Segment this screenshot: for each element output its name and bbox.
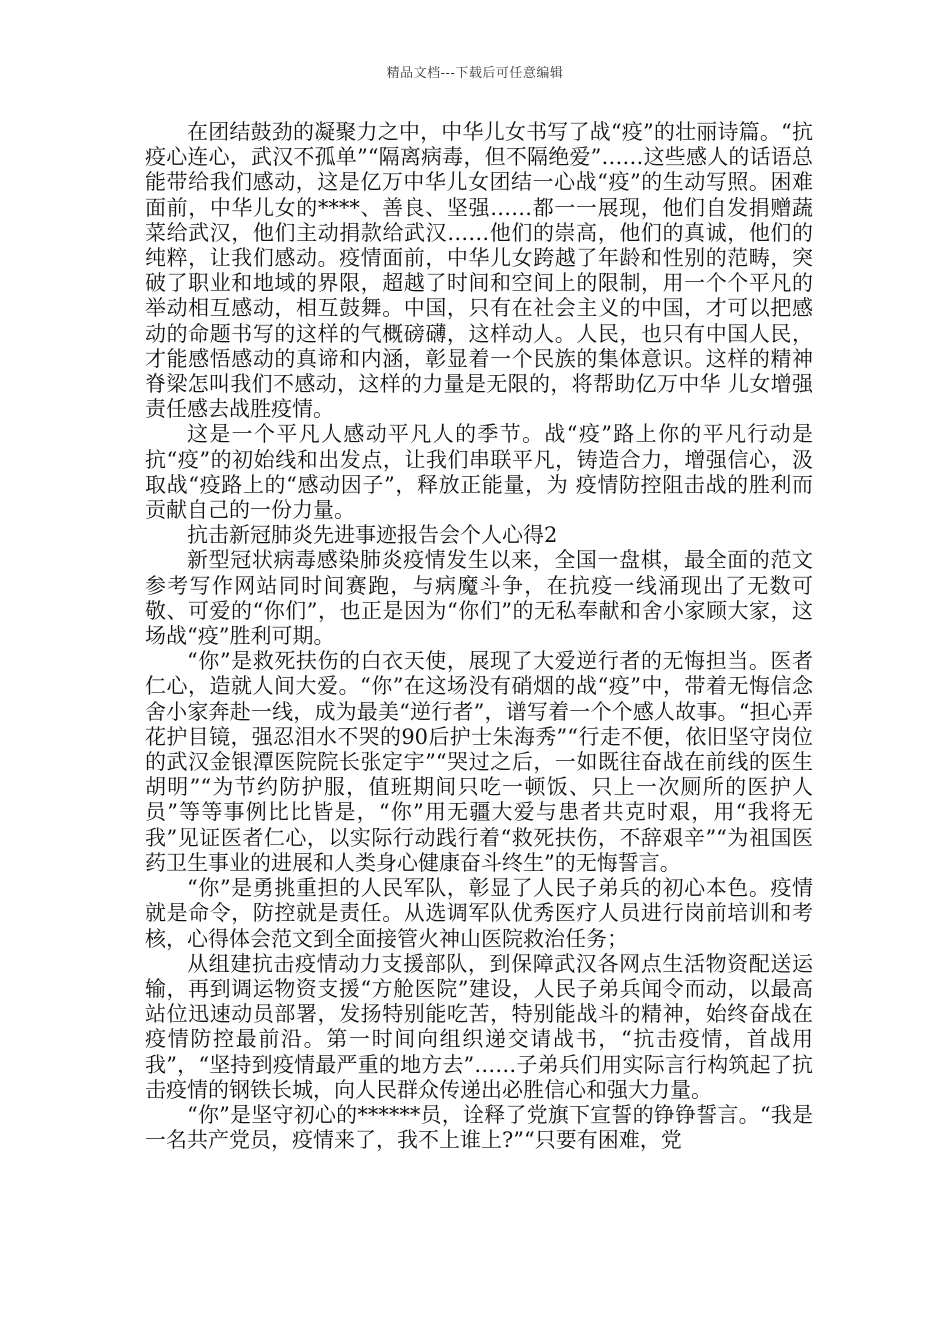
- paragraph-party-members: “你”是坚守初心的******员，诠释了党旗下宣誓的铮铮誓言。“我是一名共产党员，疫情来了，我不上谁上?”“只要有困难，党: [145, 1102, 813, 1153]
- paragraph-army-support: 从组建抗击疫情动力支援部队，到保障武汉各网点生活物资配送运输，再到调运物资支援“方舱医院”建设，人民子弟兵闻令而动，以最高站位迅速动员部署，发扬特别能吃苦，特别能战斗的精神，始终奋战在疫情防控最前沿。第一时间向组织递交请战书，“抗击疫情，首战用我”，“坚持到疫情最严重的地方去”……子弟兵们用实际言行构筑起了抗击疫情的钢铁长城，向人民群众传递出必胜信心和强大力量。: [145, 951, 813, 1102]
- paragraph-ordinary-people: 这是一个平凡人感动平凡人的季节。战“疫”路上你的平凡行动是抗“疫”的初始线和出发点，让我们串联平凡，铸造合力，增强信心，汲取战“疫路上的“感动因子”，释放正能量，为 疫情防控阻击战的胜利而贡献自己的一份力量。: [145, 422, 813, 523]
- document-body: [145, 120, 813, 1153]
- paragraph-unity: 在团结鼓劲的凝聚力之中，中华儿女书写了战“疫”的壮丽诗篇。“抗疫心连心，武汉不孤单”“隔离病毒，但不隔绝爱”……这些感人的话语总能带给我们感动，这是亿万中华儿女团结一心战“疫”的生动写照。困难面前，中华儿女的****、善良、坚强……都一一展现，他们自发捐赠蔬菜给武汉，他们主动捐款给武汉……他们的崇高，他们的真诚，他们的纯粹，让我们感动。疫情面前，中华儿女跨越了年龄和性别的范畴，突破了职业和地域的界限，超越了时间和空间上的限制，用一个个平凡的举动相互感动，相互鼓舞。中国，只有在社会主义的中国，才可以把感动的命题书写的这样的气概磅礴，这样动人。人民，也只有中国人民，才能感悟感动的真谛和内涵，彰显着一个民族的集体意识。这样的精神脊梁怎叫我们不感动，这样的力量是无限的，将帮助亿万中华 儿女增强责任感去战胜疫情。: [145, 120, 813, 422]
- paragraph-army: “你”是勇挑重担的人民军队，彰显了人民子弟兵的初心本色。疫情就是命令，防控就是责任。从选调军队优秀医疗人员进行岗前培训和考核，心得体会范文到全面接管火神山医院救治任务；: [145, 876, 813, 951]
- page-header: 精品文档---下载后可任意编辑: [386, 66, 564, 81]
- paragraph-intro-you: 新型冠状病毒感染肺炎疫情发生以来，全国一盘棋，最全面的范文参考写作网站同时间赛跑，与病魔斗争，在抗疫一线涌现出了无数可敬、可爱的“你们”，也正是因为“你们”的无私奉献和舍小家顾大家，这场战“疫”胜利可期。: [145, 548, 813, 649]
- paragraph-medical-staff: “你”是救死扶伤的白衣天使，展现了大爱逆行者的无悔担当。医者仁心，造就人间大爱。“你”在这场没有硝烟的战“疫”中，带着无悔信念舍小家奔赴一线，成为最美“逆行者”，谱写着一个个感人故事。“担心弄花护目镜，强忍泪水不哭的90后护士朱海秀”“行走不便，依旧坚守岗位的武汉金银潭医院院长张定宇”“哭过之后，一如既往奋战在前线的医生胡明”“为节约防护服，值班期间只吃一顿饭、只上一次厕所的医护人员”等等事例比比皆是，“你”用无疆大爱与患者共克时艰，用“我将无我”见证医者仁心，以实际行动践行着“救死扶伤，不辞艰辛”“为祖国医药卫生事业的进展和人类身心健康奋斗终生”的无悔誓言。: [145, 649, 813, 875]
- section-heading: 抗击新冠肺炎先进事迹报告会个人心得2: [187, 523, 558, 548]
